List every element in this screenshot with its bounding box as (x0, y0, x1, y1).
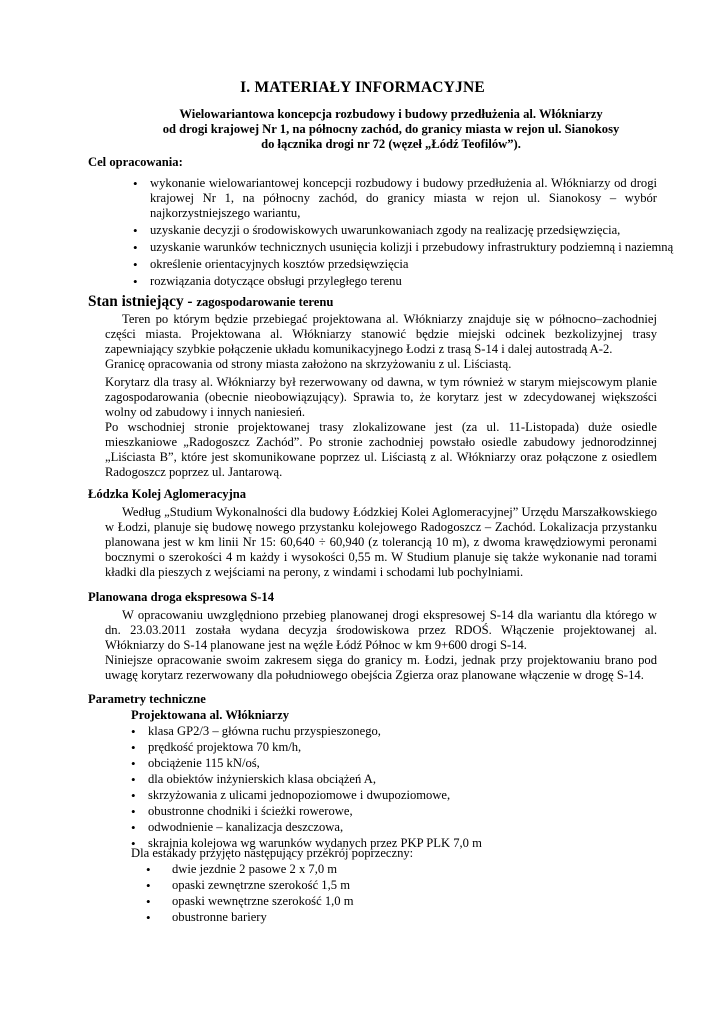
existing-state-subtitle: zagospodarowanie terenu (196, 295, 334, 309)
list-item: • klasa GP2/3 – główna ruchu przyspieszonego, (131, 724, 651, 739)
existing-state-paragraph: Po wschodniej stronie projektowanej trasy zlokalizowane jest (za ul. 11-Listopada) duże osiedle mieszkaniowe „Radogoszcz Zachód”. Po stronie zachodniej powstało osiedle zabudowy jednorodzinnej „Liściasta B”, które jest skomunikowane poprzez ul. Liściastą z al. Włókniarzy oraz połączone z osiedlem Radogoszcz poprzez ul. Jantarową. (105, 420, 657, 479)
existing-state-title: Stan istniejący - (88, 293, 193, 310)
existing-state-paragraph: Teren po którym będzie przebiegać projektowana al. Włókniarzy znajduje się w północno–zachodniej części miasta. Projektowana al. Włókniarzy stanowić będzie miejski odcinek bezkolizyjnej trasy zapewniający szybkie połączenie układu komunikacyjnego Łodzi z trasą S-14 i dalej autostradą A-2. (105, 312, 657, 356)
railway-heading: Łódzka Kolej Aglomeracyjna (88, 487, 247, 501)
expressway-paragraph: W opracowaniu uwzględniono przebieg planowanej drogi ekspresowej S-14 dla wariantu dla którego w dn. 23.03.2011 została wydana decyzja środowiskowa przez RDOŚ. Włączenie projektowanej al. Włókniarzy do S-14 planowane jest na węźle Łódź Północ w km 9+600 drogi S-14. (105, 608, 657, 652)
goal-item-text: uzyskanie warunków technicznych usunięcia kolizji i przebudowy infrastruktury podziemną i naziemną (150, 240, 674, 254)
list-item: • obustronne chodniki i ścieżki rowerowe, (131, 804, 651, 819)
existing-state-heading (88, 293, 333, 311)
list-item (133, 257, 657, 272)
list-item: • prędkość projektowa 70 km/h, (131, 740, 651, 755)
list-item: • dla obiektów inżynierskich klasa obciążeń A, (131, 772, 651, 787)
subtitle-line: od drogi krajowej Nr 1, na północny zachód, do granicy miasta w rejon ul. Sianokosy (162, 122, 620, 137)
list-item: • obciążenie 115 kN/oś, (131, 756, 651, 771)
page-title: I. MATERIAŁY INFORMACYJNE (240, 79, 485, 96)
railway-paragraph: Według „Studium Wykonalności dla budowy Łódzkiej Kolei Aglomeracyjnej” Urzędu Marszałkowskiego w Łodzi, planuje się budowę nowego przystanku kolejowego Radogoszcz – Zachód. Lokalizacja przystanku planowana jest w km linii Nr 15: 60,640 ÷ 60,940 (z tolerancją 10 m), z dwoma krawędziowymi peronami bocznymi o szerokości 4 m każdy i wysokości 0,55 m. W Studium planuje się także wykonanie nad torami kładki dla pieszych z wejściami na perony, z windami i schodami lub pochylniami. (105, 505, 657, 579)
list-item (133, 274, 657, 289)
parameters-heading: Parametry techniczne (88, 692, 206, 706)
document-subtitle (150, 107, 632, 153)
subtitle-line: Wielowariantowa koncepcja rozbudowy i budowy przedłużenia al. Włókniarzy (179, 107, 603, 121)
goal-item-text: określenie orientacyjnych kosztów przedsięwzięcia (150, 257, 409, 271)
viaduct-intro: Dla estakady przyjęto następujący przekrój poprzeczny: (131, 846, 414, 860)
existing-state-paragraph: Korytarz dla trasy al. Włókniarzy był rezerwowany od dawna, w tym również w starym miejscowym planie zagospodarowania (obecnie nieobowiązujący). Sprawia to, że korytarz jest w zdecydowanej większości wolny od zabudowy i innych naniesień. (105, 375, 657, 419)
list-item: • opaski wewnętrzne szerokość 1,0 m (146, 894, 546, 909)
list-item (133, 176, 657, 221)
subtitle-line: do łącznika drogi nr 72 (węzeł „Łódź Teofilów”). (261, 137, 521, 152)
parameters-subheading: Projektowana al. Włókniarzy (131, 708, 290, 722)
list-item (133, 240, 674, 255)
list-item: • obustronne bariery (146, 910, 546, 925)
expressway-paragraph: Niniejsze opracowanie swoim zakresem sięga do granicy m. Łodzi, jednak przy projektowaniu brano pod uwagę korytarz rezerwowany dla południowego obejścia Zgierza oraz planowane włączenie w drogę S-14. (105, 653, 657, 682)
existing-state-paragraph: Granicę opracowania od strony miasta założono na skrzyżowaniu z ul. Liściastą. (105, 357, 512, 371)
goal-list (133, 176, 674, 289)
list-item: • skrzyżowania z ulicami jednopoziomowe i dwupoziomowe, (131, 788, 651, 803)
parameters-list (131, 724, 651, 851)
list-item: • odwodnienie – kanalizacja deszczowa, (131, 820, 651, 835)
list-item: • skrajnia kolejowa wg warunków wydanych przez PKP PLK 7,0 m (131, 836, 651, 851)
goal-item-text: rozwiązania dotyczące obsługi przyległego terenu (150, 274, 402, 288)
list-item: • dwie jezdnie 2 pasowe 2 x 7,0 m (146, 862, 546, 877)
goal-item-text: uzyskanie decyzji o środowiskowych uwarunkowaniach zgody na realizację przedsięwzięcia, (150, 223, 621, 237)
list-item: • opaski zewnętrzne szerokość 1,5 m (146, 878, 546, 893)
expressway-heading: Planowana droga ekspresowa S-14 (88, 590, 275, 604)
list-item (133, 223, 657, 238)
viaduct-list (146, 862, 546, 925)
goal-item-text: wykonanie wielowariantowej koncepcji rozbudowy i budowy przedłużenia al. Włókniarzy od drogi krajowej Nr 1, na północny zachód, do granicy miasta w rejon ul. Sianokosy – wybór najkorzystniejszego wariantu, (150, 176, 657, 220)
goal-heading: Cel opracowania: (88, 155, 183, 169)
